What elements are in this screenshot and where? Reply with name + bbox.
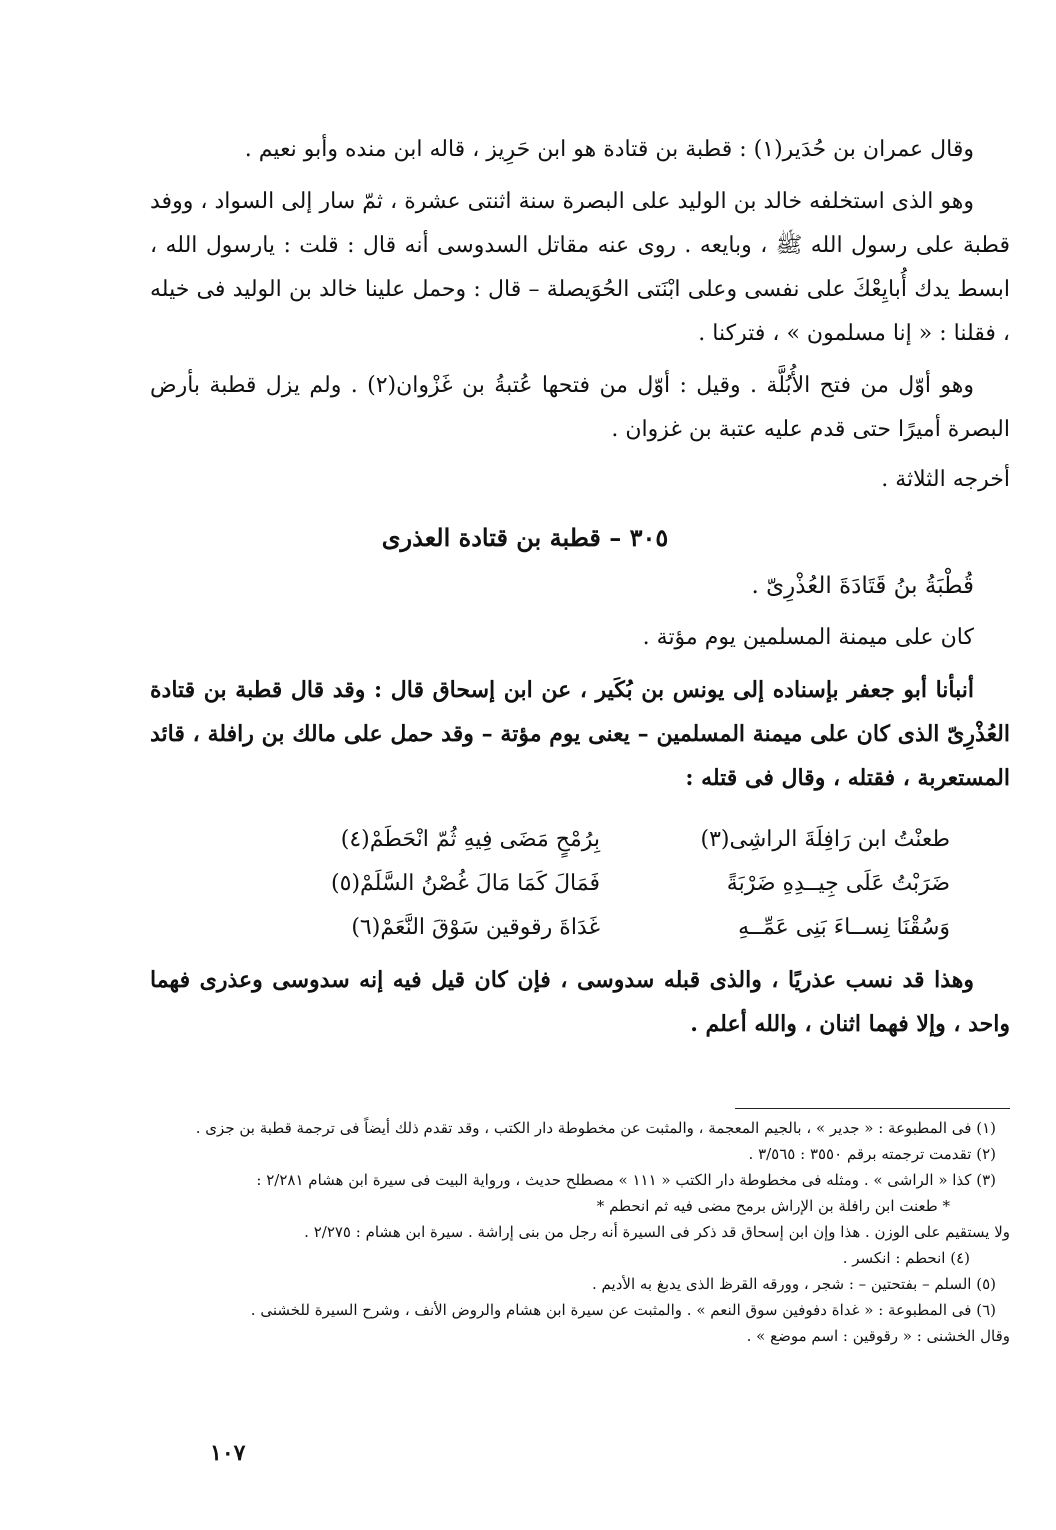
page-number: ١٠٧ [210,1440,246,1466]
entry-heading: ٣٠٥ – قطبة بن قتادة العذرى [381,523,669,552]
paragraph-sources: أخرجه الثلاثة . [881,467,1010,492]
verse-first-hemistich: طعنْتُ ابن رَافِلَةَ الراشِى(٣) [700,827,950,852]
footnote: (١) فى المطبوعة : « جدير » ، بالجيم المعجمة ، والمثبت عن مخطوطة دار الكتب ، وقد تقدم ذلك أيضاً فى ترجمة قطبة بن جزى . [195,1119,996,1137]
footnote-continuation: وقال الخشنى : « رقوقين : اسم موضع » . [746,1327,1010,1345]
main-text [150,128,1010,1046]
paragraph-khalid-biography: وهو الذى استخلفه خالد بن الوليد على البصرة سنة اثنتى عشرة ، ثمّ سار إلى السواد ، ووفد قطبة على رسول الله ﷺ ، وبايعه . روى عنه مقاتل السدوسى أنه قال : قلت : يارسول الله ، ابسط يدك أُبايِعْكَ على نفسى وعلى ابْنَتى الحُوَيصلة – قال : وحمل علينا خالد بن الوليد فى خيله ، فقلنا : « إنا مسلمون » ، فتركنا . [150,189,1011,346]
verse-second-hemistich: بِرُمْحٍ مَضَى فِيهِ ثُمّ انْحَطَمْ(٤) [340,827,600,852]
paragraph-isnad: أنبأنا أبو جعفر بإسناده إلى يونس بن بُكَير ، عن ابن إسحاق قال : وقد قال قطبة بن قتادة العُذْرِىّ الذى كان على ميمنة المسلمين – يعنى يوم مؤتة – وقد حمل على مالك بن رافلة ، قائد المستعربة ، فقتله ، وقال فى قتله : [150,677,1010,791]
footnote-continuation: ولا يستقيم على الوزن . هذا وإن ابن إسحاق قد ذكر فى السيرة أنه رجل من بنى إراشة . سيرة ابن هشام : ٢/٢٧٥ . [304,1223,1010,1241]
footnotes [150,1115,1010,1349]
paragraph-imran-quote: وقال عمران بن حُدَير(١) : قطبة بن قتادة هو ابن حَرِيز ، قاله ابن منده وأبو نعيم . [244,137,974,162]
footnote: (٥) السلم – بفتحتين – : شجر ، وورقه القرظ الذى يدبغ به الأديم . [592,1275,996,1293]
footnote: (٢) تقدمت ترجمته برقم ٣٥٥٠ : ٣/٥٦٥ . [748,1145,996,1163]
verse-second-hemistich: غَدَاةَ رقوقين سَوْقَ النَّعَمْ(٦) [351,915,600,940]
footnote-divider [735,1108,1010,1109]
poem-verse [150,818,1010,862]
footnote-verse: * طعنت ابن رافلة بن الإراش برمح مضى فيه ثم انحطم * [596,1197,950,1215]
entry-name: قُطْبَةُ بنُ قَتَادَةَ العُذْرِىّ . [751,573,974,599]
footnote: (٤) انحطم : انكسر . [842,1249,970,1267]
paragraph-conclusion: وهذا قد نسب عذريًا ، والذى قبله سدوسى ، فإن كان قيل فيه إنه سدوسى وعذرى فهما واحد ، وإلا فهما اثنان ، والله أعلم . [150,967,1010,1037]
paragraph-ubulla-conquest: وهو أوّل من فتح الأُبُلَّة . وقيل : أوّل من فتحها عُتبةُ بن غَزْوان(٢) . ولم يزل قطبة بأرض البصرة أميرًا حتى قدم عليه عتبة بن غزوان . [150,373,1010,442]
paragraph-mutah: كان على ميمنة المسلمين يوم مؤتة . [642,625,974,650]
verse-second-hemistich: فَمَالَ كَمَا مَالَ غُصْنُ السَّلَمْ(٥) [331,871,600,896]
footnote: (٦) فى المطبوعة : « غداة دفوفين سوق النعم » . والمثبت عن سيرة ابن هشام والروض الأنف ، وشرح السيرة للخشنى . [250,1301,996,1319]
poem-verse [150,862,1010,906]
verse-first-hemistich: وَسُقْنَا نِســاءَ بَنِى عَمِّــهِ [738,915,950,940]
poem-verse [150,906,1010,950]
poem [150,818,1010,950]
verse-first-hemistich: ضَرَبْتُ عَلَى جِيــدِهِ ضَرْبَةً [726,871,950,896]
footnote: (٣) كذا « الراشى » . ومثله فى مخطوطة دار الكتب « ١١١ » مصطلح حديث ، ورواية البيت فى سيرة ابن هشام ٢/٢٨١ : [256,1171,996,1189]
